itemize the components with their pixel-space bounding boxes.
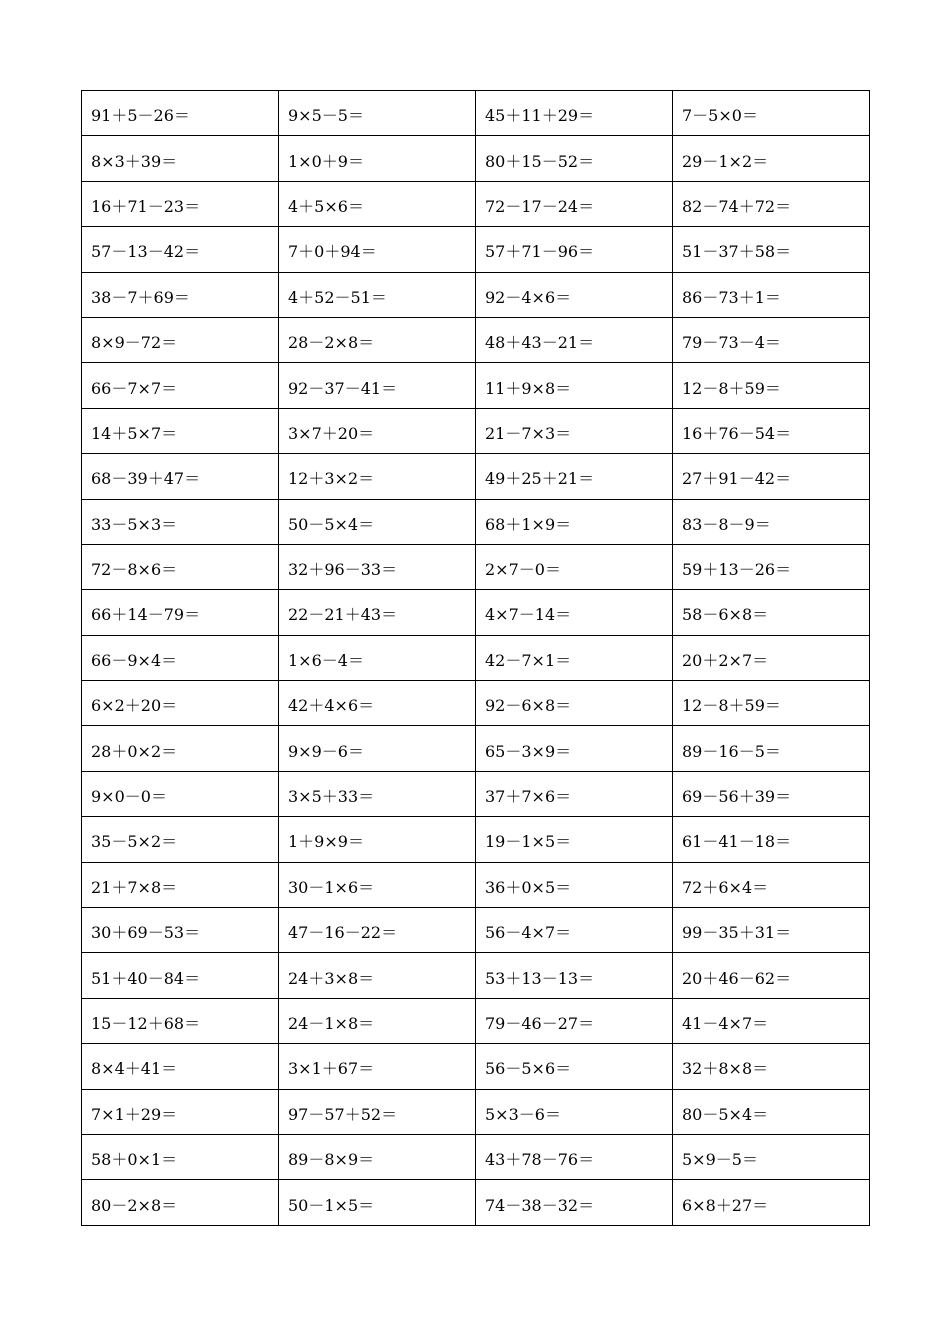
worksheet-row — [82, 363, 870, 408]
problem-cell — [82, 499, 279, 544]
problem-cell — [476, 227, 673, 272]
arithmetic-problem: 29－1×2＝ — [682, 151, 769, 171]
worksheet-row — [82, 908, 870, 953]
problem-cell — [673, 317, 870, 362]
arithmetic-problem: 74－38－32＝ — [485, 1195, 595, 1215]
arithmetic-problem: 99－35＋31＝ — [682, 923, 792, 943]
problem-cell — [476, 91, 673, 136]
arithmetic-problem: 59＋13－26＝ — [682, 560, 792, 580]
problem-cell — [82, 635, 279, 680]
problem-cell — [82, 544, 279, 589]
problem-cell — [82, 91, 279, 136]
arithmetic-problem: 48＋43－21＝ — [485, 333, 595, 353]
problem-cell — [82, 771, 279, 816]
arithmetic-problem: 50－5×4＝ — [288, 514, 375, 534]
problem-cell — [476, 817, 673, 862]
problem-cell — [82, 953, 279, 998]
arithmetic-problem: 9×9－6＝ — [288, 741, 364, 761]
arithmetic-problem: 20＋2×7＝ — [682, 650, 769, 670]
problem-cell — [673, 1089, 870, 1134]
problem-cell — [673, 908, 870, 953]
problem-cell — [82, 1134, 279, 1179]
arithmetic-problem: 72－17－24＝ — [485, 196, 595, 216]
arithmetic-problem: 72－8×6＝ — [91, 560, 178, 580]
problem-cell — [476, 454, 673, 499]
arithmetic-problem: 89－8×9＝ — [288, 1150, 375, 1170]
problem-cell — [279, 91, 476, 136]
problem-cell — [82, 862, 279, 907]
arithmetic-problem: 89－16－5＝ — [682, 741, 781, 761]
arithmetic-problem: 19－1×5＝ — [485, 832, 572, 852]
arithmetic-problem: 2×7－0＝ — [485, 560, 561, 580]
arithmetic-problem: 28＋0×2＝ — [91, 741, 178, 761]
arithmetic-problem: 3×1＋67＝ — [288, 1059, 375, 1079]
problem-cell — [279, 499, 476, 544]
problem-cell — [279, 408, 476, 453]
arithmetic-problem: 86－73＋1＝ — [682, 287, 781, 307]
problem-cell — [673, 272, 870, 317]
arithmetic-problem: 69－56＋39＝ — [682, 787, 792, 807]
problem-cell — [476, 499, 673, 544]
arithmetic-problem: 7＋0＋94＝ — [288, 242, 377, 262]
arithmetic-problem: 41－4×7＝ — [682, 1014, 769, 1033]
arithmetic-problem: 51＋40－84＝ — [91, 968, 201, 988]
arithmetic-problem: 47－16－22＝ — [288, 923, 398, 943]
problem-cell — [476, 136, 673, 181]
arithmetic-problem: 16＋76－54＝ — [682, 423, 792, 443]
problem-cell — [673, 998, 870, 1043]
arithmetic-problem: 32＋96－33＝ — [288, 560, 398, 580]
problem-cell — [673, 862, 870, 907]
arithmetic-problem: 58＋0×1＝ — [91, 1150, 178, 1170]
arithmetic-problem: 97－57＋52＝ — [288, 1104, 398, 1124]
problem-cell — [82, 136, 279, 181]
problem-cell — [82, 181, 279, 226]
problem-cell — [279, 227, 476, 272]
problem-cell — [476, 862, 673, 907]
arithmetic-problem: 5×3－6＝ — [485, 1104, 561, 1124]
arithmetic-problem: 53＋13－13＝ — [485, 968, 595, 988]
arithmetic-problem: 92－37－41＝ — [288, 378, 398, 398]
problem-cell — [279, 272, 476, 317]
problem-cell — [476, 1180, 673, 1225]
worksheet-row — [82, 1180, 870, 1225]
problem-cell — [279, 454, 476, 499]
arithmetic-problem: 91＋5－26＝ — [91, 106, 190, 126]
problem-cell — [673, 590, 870, 635]
problem-cell — [476, 726, 673, 771]
problem-cell — [673, 817, 870, 862]
arithmetic-problem: 37＋7×6＝ — [485, 787, 572, 807]
arithmetic-problem: 11＋9×8＝ — [485, 378, 572, 398]
worksheet-row — [82, 181, 870, 226]
arithmetic-problem: 51－37＋58＝ — [682, 242, 792, 262]
arithmetic-problem: 42－7×1＝ — [485, 650, 572, 670]
problem-cell — [279, 771, 476, 816]
problem-cell — [82, 998, 279, 1043]
arithmetic-problem: 20＋46－62＝ — [682, 968, 792, 988]
problem-cell — [476, 681, 673, 726]
problem-cell — [476, 544, 673, 589]
problem-cell — [673, 953, 870, 998]
arithmetic-problem: 49＋25＋21＝ — [485, 469, 595, 489]
problem-cell — [476, 998, 673, 1043]
problem-cell — [673, 771, 870, 816]
arithmetic-problem: 21＋7×8＝ — [91, 877, 178, 897]
problem-cell — [82, 272, 279, 317]
problem-cell — [673, 726, 870, 771]
worksheet-row — [82, 499, 870, 544]
arithmetic-problem: 16＋71－23＝ — [91, 196, 201, 216]
arithmetic-problem: 30－1×6＝ — [288, 877, 375, 897]
worksheet-row — [82, 1089, 870, 1134]
arithmetic-problem: 1×0＋9＝ — [288, 151, 364, 171]
problem-cell — [673, 1134, 870, 1179]
problem-cell — [673, 136, 870, 181]
arithmetic-problem: 58－6×8＝ — [682, 605, 769, 625]
arithmetic-problem: 79－46－27＝ — [485, 1014, 595, 1033]
arithmetic-problem: 1×6－4＝ — [288, 650, 364, 670]
worksheet-row — [82, 998, 870, 1043]
problem-cell — [673, 408, 870, 453]
arithmetic-problem: 4＋5×6＝ — [288, 196, 364, 216]
problem-cell — [279, 1134, 476, 1179]
problem-cell — [82, 1180, 279, 1225]
arithmetic-problem: 80－5×4＝ — [682, 1104, 769, 1124]
arithmetic-problem: 66－9×4＝ — [91, 650, 178, 670]
arithmetic-problem: 28－2×8＝ — [288, 333, 375, 353]
worksheet-row — [82, 317, 870, 362]
problem-cell — [279, 544, 476, 589]
arithmetic-problem: 14＋5×7＝ — [91, 423, 178, 443]
problem-cell — [279, 998, 476, 1043]
worksheet-row — [82, 817, 870, 862]
arithmetic-problem: 8×9－72＝ — [91, 333, 178, 353]
arithmetic-problem: 5×9－5＝ — [682, 1150, 758, 1170]
worksheet-row — [82, 454, 870, 499]
worksheet-body — [82, 91, 870, 1226]
problem-cell — [476, 1089, 673, 1134]
arithmetic-problem: 32＋8×8＝ — [682, 1059, 769, 1079]
arithmetic-problem: 24＋3×8＝ — [288, 968, 375, 988]
problem-cell — [673, 181, 870, 226]
problem-cell — [279, 1044, 476, 1089]
arithmetic-problem: 50－1×5＝ — [288, 1195, 375, 1215]
problem-cell — [82, 908, 279, 953]
arithmetic-problem: 3×5＋33＝ — [288, 787, 375, 807]
problem-cell — [476, 1044, 673, 1089]
arithmetic-problem: 3×7＋20＝ — [288, 423, 375, 443]
arithmetic-problem: 56－4×7＝ — [485, 923, 572, 943]
arithmetic-problem: 15－12＋68＝ — [91, 1014, 201, 1033]
problem-cell — [476, 363, 673, 408]
arithmetic-problem: 21－7×3＝ — [485, 423, 572, 443]
problem-cell — [476, 181, 673, 226]
arithmetic-problem: 83－8－9＝ — [682, 514, 771, 534]
worksheet-row — [82, 1134, 870, 1179]
problem-cell — [279, 726, 476, 771]
arithmetic-problem: 6×8＋27＝ — [682, 1195, 769, 1215]
arithmetic-problem: 80＋15－52＝ — [485, 151, 595, 171]
arithmetic-problem: 68＋1×9＝ — [485, 514, 572, 534]
problem-cell — [476, 953, 673, 998]
arithmetic-problem: 56－5×6＝ — [485, 1059, 572, 1079]
arithmetic-problem: 9×5－5＝ — [288, 106, 364, 126]
arithmetic-problem: 57＋71－96＝ — [485, 242, 595, 262]
arithmetic-problem: 22－21＋43＝ — [288, 605, 398, 625]
problem-cell — [279, 363, 476, 408]
problem-cell — [279, 953, 476, 998]
problem-cell — [279, 635, 476, 680]
arithmetic-problem: 72＋6×4＝ — [682, 877, 769, 897]
problem-cell — [476, 272, 673, 317]
worksheet-row — [82, 227, 870, 272]
arithmetic-problem: 4＋52－51＝ — [288, 287, 387, 307]
arithmetic-problem: 12－8＋59＝ — [682, 696, 781, 716]
problem-cell — [476, 771, 673, 816]
arithmetic-problem: 82－74＋72＝ — [682, 196, 792, 216]
problem-cell — [476, 635, 673, 680]
arithmetic-problem: 61－41－18＝ — [682, 832, 792, 852]
problem-cell — [279, 862, 476, 907]
worksheet-row — [82, 272, 870, 317]
problem-cell — [476, 317, 673, 362]
arithmetic-problem: 1＋9×9＝ — [288, 832, 364, 852]
arithmetic-problem: 79－73－4＝ — [682, 333, 781, 353]
arithmetic-problem: 12－8＋59＝ — [682, 378, 781, 398]
arithmetic-problem: 30＋69－53＝ — [91, 923, 201, 943]
arithmetic-problem: 80－2×8＝ — [91, 1195, 178, 1215]
worksheet-row — [82, 136, 870, 181]
worksheet-row — [82, 408, 870, 453]
problem-cell — [279, 817, 476, 862]
worksheet-row — [82, 862, 870, 907]
problem-cell — [82, 227, 279, 272]
arithmetic-problem: 92－4×6＝ — [485, 287, 572, 307]
problem-cell — [82, 726, 279, 771]
problem-cell — [279, 590, 476, 635]
problem-cell — [82, 681, 279, 726]
arithmetic-problem: 7－5×0＝ — [682, 106, 758, 126]
problem-cell — [279, 908, 476, 953]
problem-cell — [82, 1089, 279, 1134]
arithmetic-problem: 4×7－14＝ — [485, 605, 572, 625]
problem-cell — [673, 681, 870, 726]
problem-cell — [673, 635, 870, 680]
arithmetic-problem: 8×4＋41＝ — [91, 1059, 178, 1079]
problem-cell — [476, 590, 673, 635]
worksheet-row — [82, 544, 870, 589]
arithmetic-problem: 92－6×8＝ — [485, 696, 572, 716]
arithmetic-problem: 8×3＋39＝ — [91, 151, 178, 171]
problem-cell — [279, 681, 476, 726]
problem-cell — [279, 1180, 476, 1225]
problem-cell — [673, 544, 870, 589]
problem-cell — [476, 908, 673, 953]
problem-cell — [673, 227, 870, 272]
problem-cell — [82, 317, 279, 362]
problem-cell — [82, 590, 279, 635]
worksheet-row — [82, 953, 870, 998]
arithmetic-problem: 7×1＋29＝ — [91, 1104, 178, 1124]
problem-cell — [82, 1044, 279, 1089]
problem-cell — [476, 408, 673, 453]
arithmetic-problem: 35－5×2＝ — [91, 832, 178, 852]
arithmetic-problem: 6×2＋20＝ — [91, 696, 178, 716]
arithmetic-problem: 65－3×9＝ — [485, 741, 572, 761]
problem-cell — [673, 363, 870, 408]
arithmetic-problem: 38－7＋69＝ — [91, 287, 190, 307]
problem-cell — [673, 454, 870, 499]
arithmetic-problem: 45＋11＋29＝ — [485, 106, 595, 126]
arithmetic-problem: 42＋4×6＝ — [288, 696, 375, 716]
arithmetic-problem: 9×0－0＝ — [91, 787, 167, 807]
problem-cell — [673, 1044, 870, 1089]
worksheet-row — [82, 590, 870, 635]
arithmetic-problem: 57－13－42＝ — [91, 242, 201, 262]
worksheet-row — [82, 771, 870, 816]
arithmetic-worksheet-table — [81, 90, 870, 1226]
worksheet-row — [82, 726, 870, 771]
problem-cell — [279, 181, 476, 226]
problem-cell — [82, 363, 279, 408]
worksheet-row — [82, 91, 870, 136]
problem-cell — [279, 136, 476, 181]
problem-cell — [476, 1134, 673, 1179]
problem-cell — [673, 1180, 870, 1225]
worksheet-row — [82, 681, 870, 726]
problem-cell — [82, 817, 279, 862]
arithmetic-problem: 43＋78－76＝ — [485, 1150, 595, 1170]
problem-cell — [82, 408, 279, 453]
arithmetic-problem: 68－39＋47＝ — [91, 469, 201, 489]
worksheet-row — [82, 635, 870, 680]
problem-cell — [82, 454, 279, 499]
arithmetic-problem: 36＋0×5＝ — [485, 877, 572, 897]
arithmetic-problem: 24－1×8＝ — [288, 1014, 375, 1033]
problem-cell — [673, 91, 870, 136]
arithmetic-problem: 27＋91－42＝ — [682, 469, 792, 489]
arithmetic-problem: 33－5×3＝ — [91, 514, 178, 534]
problem-cell — [279, 317, 476, 362]
problem-cell — [673, 499, 870, 544]
worksheet-row — [82, 1044, 870, 1089]
problem-cell — [279, 1089, 476, 1134]
arithmetic-problem: 12＋3×2＝ — [288, 469, 375, 489]
arithmetic-problem: 66－7×7＝ — [91, 378, 178, 398]
arithmetic-problem: 66＋14－79＝ — [91, 605, 201, 625]
